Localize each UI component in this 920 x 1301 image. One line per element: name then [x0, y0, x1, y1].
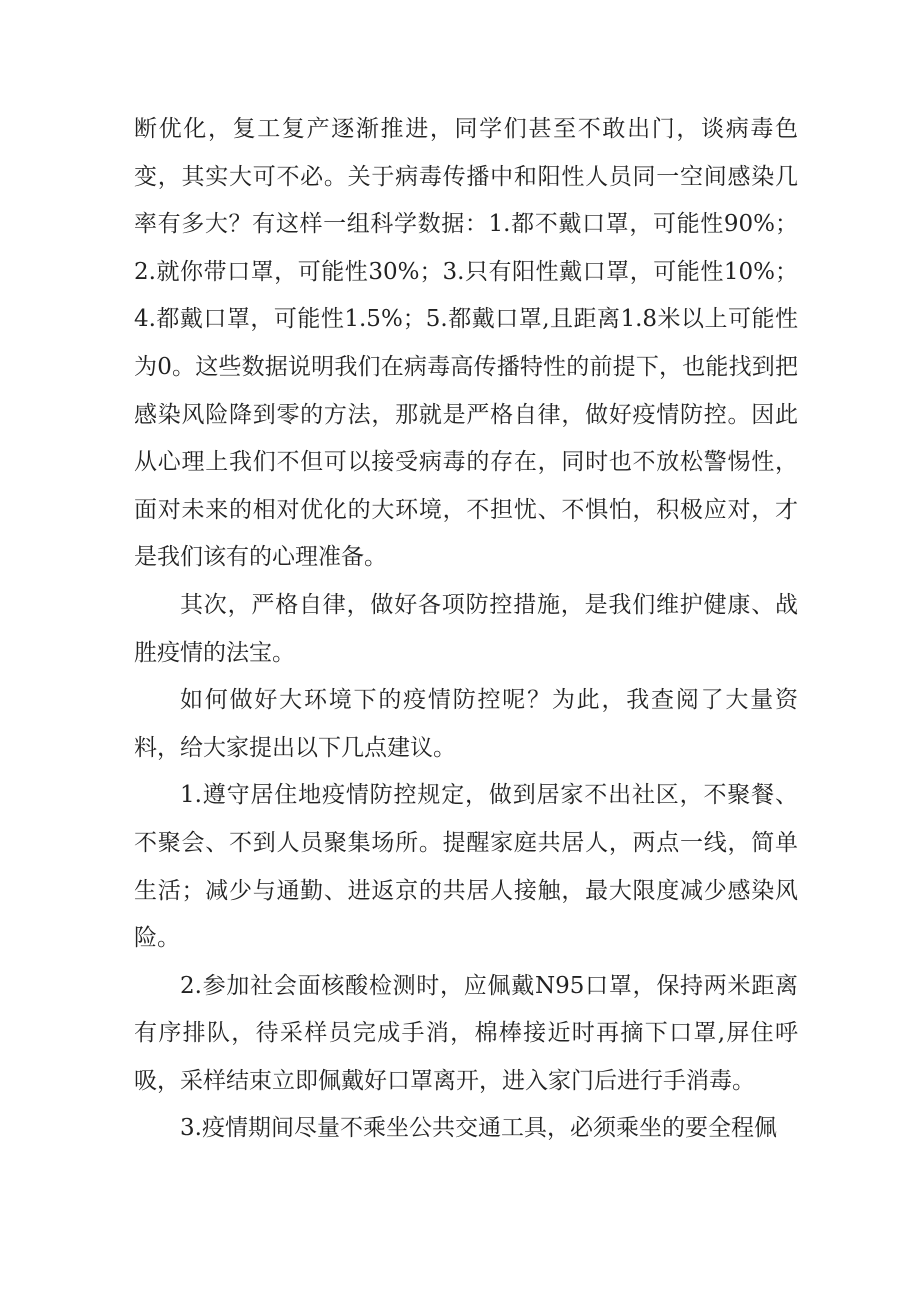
paragraph-5: 2.参加社会面核酸检测时，应佩戴N95口罩，保持两米距离有序排队，待采样员完成手消，棉棒接近时再摘下口罩,屏住呼吸，采样结束立即佩戴好口罩离开，进入家门后进行手消毒。: [134, 972, 798, 1094]
paragraph-3: 如何做好大环境下的疫情防控呢？为此，我查阅了大量资料，给大家提出以下几点建议。: [134, 687, 798, 761]
document-body: [134, 106, 798, 1153]
paragraph-2: 其次，严格自律，做好各项防控措施，是我们维护健康、战胜疫情的法宝。: [134, 591, 798, 666]
paragraph-6: 3.疫情期间尽量不乘坐公共交通工具，必须乘坐的要全程佩: [180, 1115, 777, 1142]
paragraph-4: 1.遵守居住地疫情防控规定，做到居家不出社区，不聚餐、不聚会、不到人员聚集场所。提醒家庭共居人，两点一线，简单生活；减少与通勤、进返京的共居人接触，最大限度减少感染风险。: [134, 782, 798, 952]
paragraph-1: 断优化，复工复产逐渐推进，同学们甚至不敢出门，谈病毒色变，其实大可不必。关于病毒传播中和阳性人员同一空间感染几率有多大？有这样一组科学数据：1.都不戴口罩，可能性90%；2.就你带口罩，可能性30%；3.只有阳性戴口罩，可能性10%；4.都戴口罩，可能性1.5%；5.都戴口罩,且距离1.8米以上可能性为0。这些数据说明我们在病毒高传播特性的前提下，也能找到把感染风险降到零的方法，那就是严格自律，做好疫情防控。因此从心理上我们不但可以接受病毒的存在，同时也不放松警惕性，面对未来的相对优化的大环境，不担忧、不惧怕，积极应对，才是我们该有的心理准备。: [134, 116, 798, 571]
